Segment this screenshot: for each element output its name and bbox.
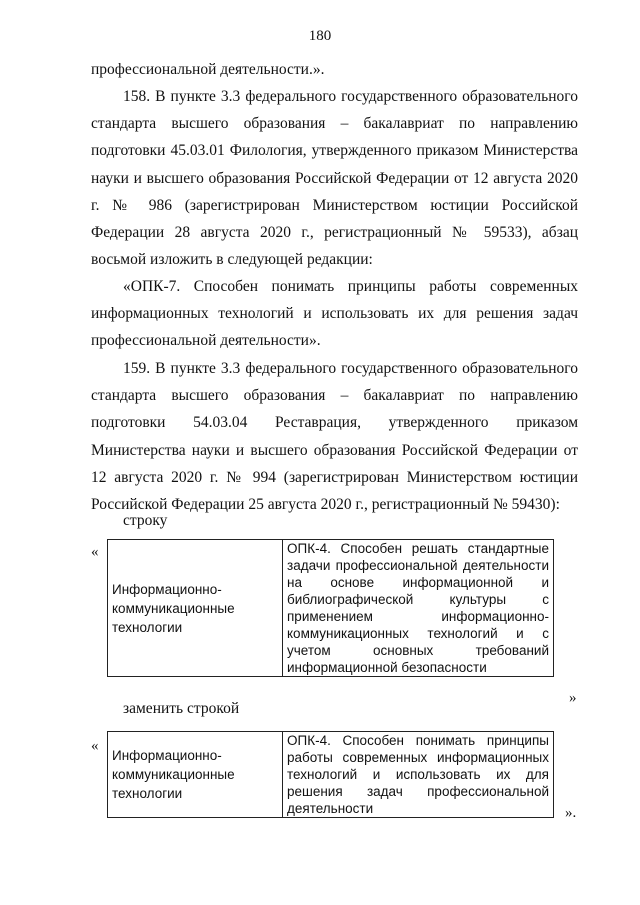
page-number: 180 bbox=[308, 28, 332, 44]
quote-open-mark: « bbox=[91, 544, 99, 560]
table-row bbox=[108, 732, 554, 818]
table-row bbox=[108, 540, 554, 677]
paragraph-ending: профессиональной деятельности.». bbox=[91, 61, 325, 78]
new-competence-cell: ОПК-4. Способен понимать принципы работы современных информационных технологий и использовать их для решения задач профессиональной деятельности bbox=[283, 732, 554, 818]
quote-open-mark-2: « bbox=[91, 738, 99, 754]
old-row-table bbox=[107, 539, 554, 677]
new-row-table bbox=[107, 731, 554, 818]
old-category-cell: Информационно-коммуникационные технологии bbox=[108, 540, 283, 677]
label-stroku: строку bbox=[123, 512, 168, 529]
quote-close-final-mark: ». bbox=[565, 805, 577, 821]
old-competence-cell: ОПК-4. Способен решать стандартные задачи профессиональной деятельности на основе информационной и библиографической культуры с применением информационно-коммуникационных технологий и с учетом основных требований информационной безопасности bbox=[283, 540, 554, 677]
quote-close-mark: » bbox=[569, 690, 577, 706]
new-category-cell: Информационно-коммуникационные технологии bbox=[108, 732, 283, 818]
paragraph-159: 159. В пункте 3.3 федерального государственного образовательного стандарта высшего образования – бакалавриат по направлению подготовки 54.03.04 Реставрация, утвержденного приказом Министерства науки и высшего образования Российской Федерации от 12 августа 2020 г. № 994 (зарегистрирован Министерством юстиции Российской Федерации 25 августа 2020 г., регистрационный № 59430): bbox=[91, 360, 578, 514]
label-replace: заменить строкой bbox=[123, 700, 240, 717]
paragraph-158: 158. В пункте 3.3 федерального государственного образовательного стандарта высшего образования – бакалавриат по направлению подготовки 45.03.01 Филология, утвержденного приказом Министерства науки и высшего образования Российской Федерации от 12 августа 2020 г. № 986 (зарегистрирован Министерством юстиции Российской Федерации 28 августа 2020 г., регистрационный № 59533), абзац восьмой изложить в следующей редакции: bbox=[91, 88, 578, 269]
paragraph-opk7: «ОПК-7. Способен понимать принципы работы современных информационных технологий и использовать их для решения задач профессиональной деятельности». bbox=[91, 278, 578, 350]
